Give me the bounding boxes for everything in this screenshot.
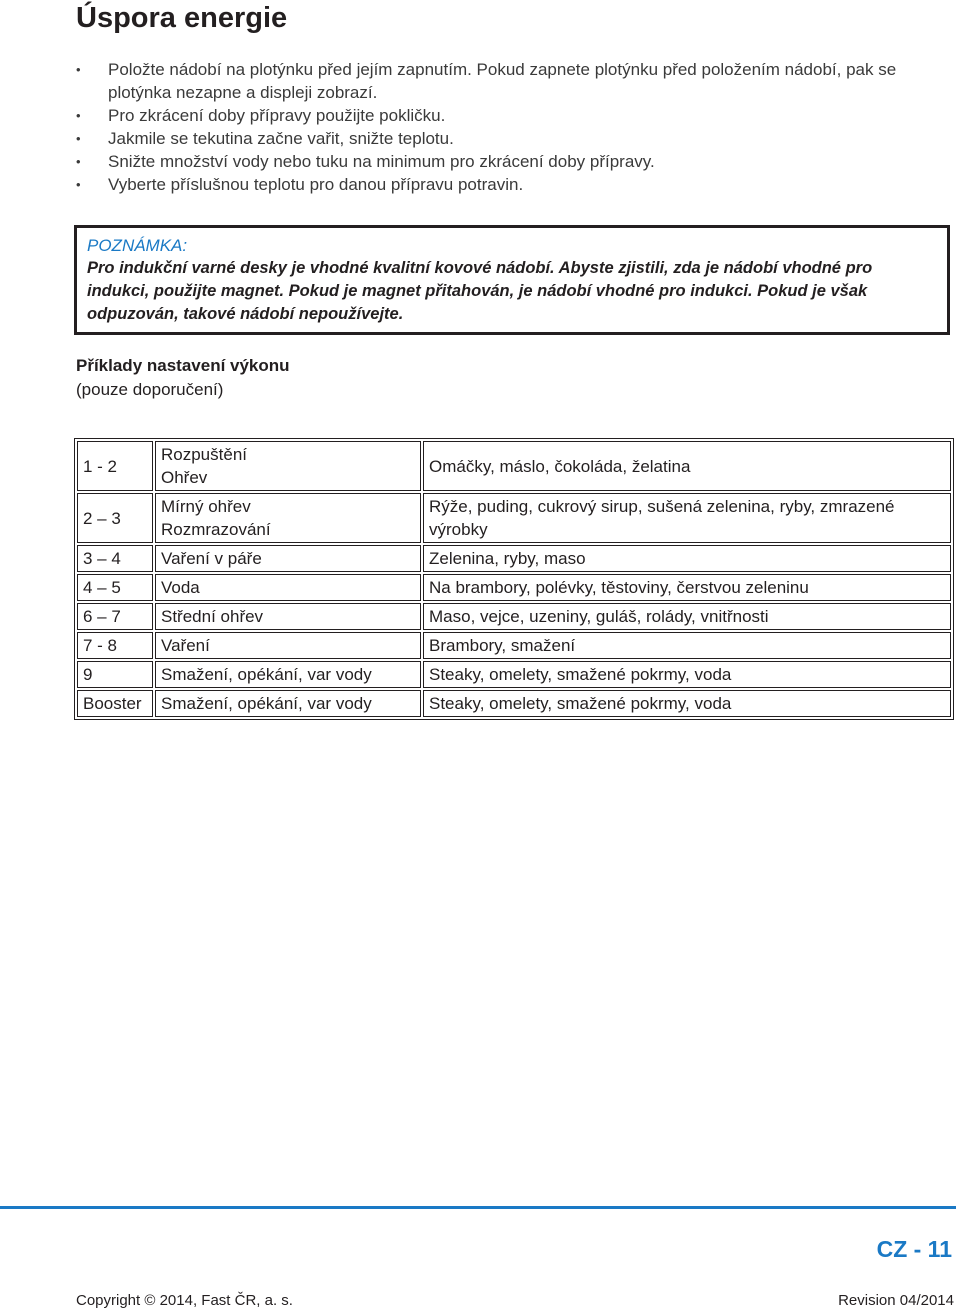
use-cell: Brambory, smažení	[423, 632, 951, 659]
examples-subtitle: (pouze doporučení)	[76, 380, 224, 399]
bullet-icon: •	[76, 108, 81, 123]
table-row	[77, 545, 951, 572]
note-text: Pro indukční varné desky je vhodné kvalitní kovové nádobí. Abyste zjistili, zda je nádobí vhodné pro indukci, použijte magnet. Pokud je magnet přitahován, je nádobí vhodné pro indukci. Pokud je však odpuzován, takové nádobí nepoužívejte.	[87, 259, 873, 323]
use-cell: Maso, vejce, uzeniny, guláš, rolády, vnitřnosti	[423, 603, 951, 630]
table-row	[77, 603, 951, 630]
list-item: • Jakmile se tekutina začne vařit, snižte teplotu.	[76, 129, 454, 148]
table-row	[77, 441, 951, 491]
mode-cell: Střední ohřev	[155, 603, 421, 630]
note-box	[74, 225, 950, 335]
table-row	[77, 661, 951, 688]
level-cell: 1 - 2	[77, 441, 153, 491]
note-label: POZNÁMKA:	[87, 236, 188, 255]
bullet-icon: •	[76, 154, 81, 169]
page-title: Úspora energie	[76, 2, 288, 34]
tips-list	[76, 58, 956, 196]
page-number: CZ - 11	[876, 1236, 952, 1262]
mode-cell: Mírný ohřev Rozmrazování	[155, 493, 421, 543]
copyright-text: Copyright © 2014, Fast ČR, a. s.	[76, 1292, 293, 1309]
list-item: • Snižte množství vody nebo tuku na minimum pro zkrácení doby přípravy.	[76, 152, 655, 171]
level-cell: 2 – 3	[77, 493, 153, 543]
mode-cell: Vaření v páře	[155, 545, 421, 572]
examples-title: Příklady nastavení výkonu	[76, 356, 290, 375]
mode-cell: Voda	[155, 574, 421, 601]
level-cell: Booster	[77, 690, 153, 717]
level-cell: 4 – 5	[77, 574, 153, 601]
revision-text: Revision 04/2014	[838, 1292, 954, 1309]
bullet-icon: •	[76, 62, 81, 77]
mode-cell: Vaření	[155, 632, 421, 659]
list-item: • Vyberte příslušnou teplotu pro danou přípravu potravin.	[76, 175, 524, 194]
table-row	[77, 690, 951, 717]
level-cell: 9	[77, 661, 153, 688]
use-cell: Rýže, puding, cukrový sirup, sušená zelenina, ryby, zmrazené výrobky	[423, 493, 951, 543]
table-row	[77, 493, 951, 543]
use-cell: Na brambory, polévky, těstoviny, čerstvou zeleninu	[423, 574, 951, 601]
level-cell: 3 – 4	[77, 545, 153, 572]
table-row	[77, 574, 951, 601]
use-cell: Omáčky, máslo, čokoláda, želatina	[423, 441, 951, 491]
mode-cell: Rozpuštění Ohřev	[155, 441, 421, 491]
table-row	[77, 632, 951, 659]
bullet-icon: •	[76, 177, 81, 192]
level-cell: 6 – 7	[77, 603, 153, 630]
list-item: • Pro zkrácení doby přípravy použijte pokličku.	[76, 106, 446, 125]
use-cell: Steaky, omelety, smažené pokrmy, voda	[423, 661, 951, 688]
level-cell: 7 - 8	[77, 632, 153, 659]
footer-divider	[0, 1206, 956, 1209]
bullet-icon: •	[76, 131, 81, 146]
use-cell: Zelenina, ryby, maso	[423, 545, 951, 572]
power-settings-table	[74, 438, 954, 720]
mode-cell: Smažení, opékání, var vody	[155, 690, 421, 717]
mode-cell: Smažení, opékání, var vody	[155, 661, 421, 688]
list-item: • Položte nádobí na plotýnku před jejím zapnutím. Pokud zapnete plotýnku před položením nádobí, pak se plotýnka nezapne a displeji zobrazí.	[76, 60, 897, 102]
use-cell: Steaky, omelety, smažené pokrmy, voda	[423, 690, 951, 717]
